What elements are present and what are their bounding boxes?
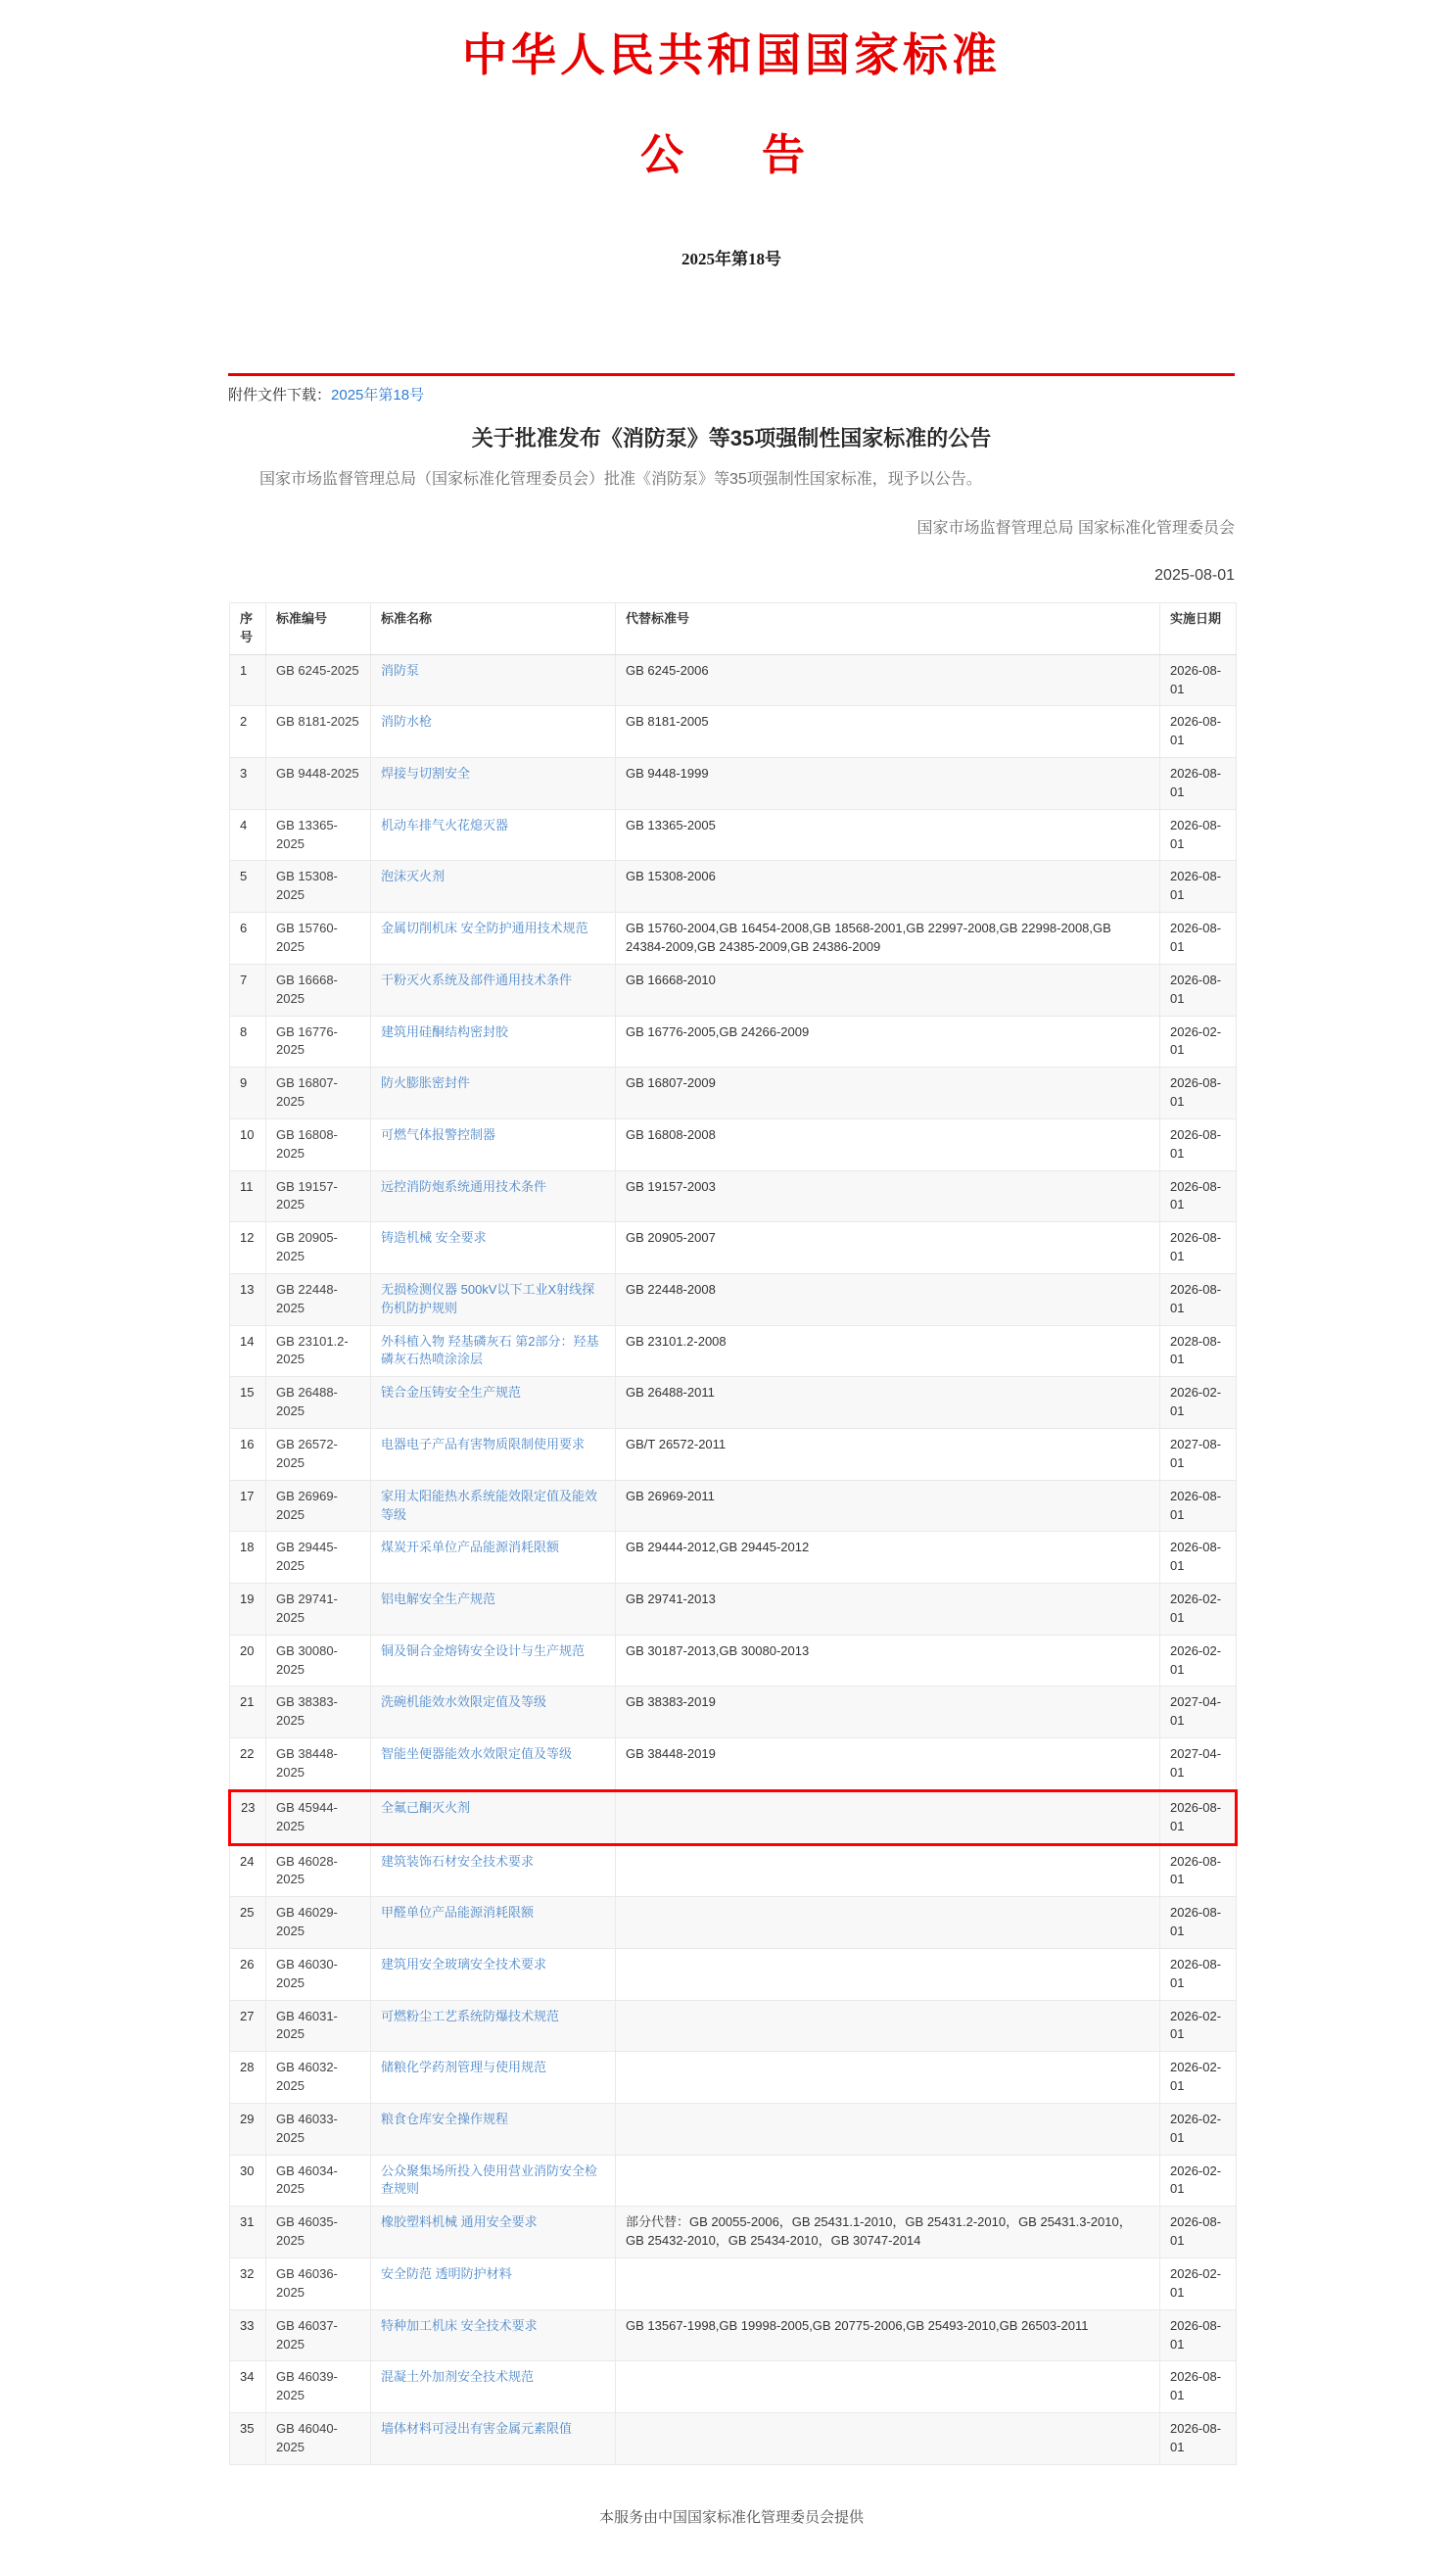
standard-name-cell <box>371 1738 616 1791</box>
standard-name-link[interactable]: 无损检测仪器 500kV以下工业X射线探伤机防护规则 <box>381 1281 595 1315</box>
table-row <box>230 1897 1237 1949</box>
implementation-date-cell: 2026-08-01 <box>1160 964 1237 1016</box>
standard-code-cell: GB 6245-2025 <box>266 654 371 706</box>
replaced-standards-cell: GB 16808-2008 <box>616 1118 1160 1170</box>
standard-code-cell: GB 23101.2-2025 <box>266 1325 371 1377</box>
implementation-date-cell: 2026-02-01 <box>1160 1377 1237 1429</box>
standard-code-cell: GB 46028-2025 <box>266 1844 371 1897</box>
implementation-date-cell: 2026-08-01 <box>1160 1948 1237 2000</box>
table-row <box>230 654 1237 706</box>
table-row <box>230 1635 1237 1687</box>
standard-code-cell: GB 20905-2025 <box>266 1222 371 1274</box>
standard-code-cell: GB 46033-2025 <box>266 2103 371 2155</box>
table-row <box>230 1429 1237 1481</box>
row-index-cell: 3 <box>230 758 266 810</box>
page-content <box>228 0 1235 2566</box>
replaced-standards-cell: GB 8181-2005 <box>616 706 1160 758</box>
implementation-date-cell: 2026-02-01 <box>1160 2000 1237 2052</box>
standard-name-link[interactable]: 镁合金压铸安全生产规范 <box>381 1385 522 1401</box>
implementation-date-cell: 2026-08-01 <box>1160 809 1237 861</box>
standard-name-cell <box>371 1429 616 1481</box>
announcement-title: 关于批准发布《消防泵》等35项强制性国家标准的公告 <box>471 426 992 451</box>
implementation-date-cell: 2027-04-01 <box>1160 1738 1237 1791</box>
standard-name-link[interactable]: 粮食仓库安全操作规程 <box>381 2111 509 2126</box>
replaced-standards-cell: GB 20905-2007 <box>616 1222 1160 1274</box>
table-row <box>230 1273 1237 1325</box>
replaced-standards-cell <box>616 2258 1160 2310</box>
standard-name-cell <box>371 2258 616 2310</box>
standard-code-cell: GB 26969-2025 <box>266 1480 371 1532</box>
implementation-date-cell: 2026-02-01 <box>1160 2258 1237 2310</box>
table-row <box>230 1480 1237 1532</box>
standard-name-link[interactable]: 远控消防炮系统通用技术条件 <box>381 1178 547 1194</box>
replaced-standards-cell: GB 19157-2003 <box>616 1170 1160 1222</box>
implementation-date-cell: 2026-08-01 <box>1160 1532 1237 1584</box>
attachment-row <box>228 384 1235 404</box>
implementation-date-cell: 2026-08-01 <box>1160 1480 1237 1532</box>
column-header: 序号 <box>230 603 266 655</box>
standard-name-link[interactable]: 干粉灭火系统及部件通用技术条件 <box>381 972 573 987</box>
standard-code-cell: GB 46036-2025 <box>266 2258 371 2310</box>
standard-name-link[interactable]: 公众聚集场所投入使用营业消防安全检查规则 <box>381 2162 598 2197</box>
replaced-standards-cell: GB 29444-2012,GB 29445-2012 <box>616 1532 1160 1584</box>
standard-code-cell: GB 15760-2025 <box>266 913 371 965</box>
standard-name-link[interactable]: 铸造机械 安全要求 <box>381 1230 487 1246</box>
row-index-cell: 16 <box>230 1429 266 1481</box>
row-index-cell: 29 <box>230 2103 266 2155</box>
standard-code-cell: GB 46039-2025 <box>266 2361 371 2413</box>
table-row <box>230 1016 1237 1068</box>
table-row <box>230 809 1237 861</box>
standards-table <box>228 602 1238 2465</box>
standard-name-link[interactable]: 甲醛单位产品能源消耗限额 <box>381 1905 535 1921</box>
standard-name-cell <box>371 1790 616 1844</box>
standard-name-cell <box>371 1584 616 1636</box>
standard-name-link[interactable]: 建筑用安全玻璃安全技术要求 <box>381 1956 547 1972</box>
table-row <box>230 1948 1237 2000</box>
standard-name-cell <box>371 758 616 810</box>
table-row <box>230 913 1237 965</box>
table-row <box>230 861 1237 913</box>
standard-name-cell <box>371 2361 616 2413</box>
standard-name-link[interactable]: 金属切削机床 安全防护通用技术规范 <box>381 921 588 936</box>
implementation-date-cell: 2026-02-01 <box>1160 2103 1237 2155</box>
highlighted-table-row <box>230 1790 1237 1844</box>
table-row <box>230 1325 1237 1377</box>
red-divider <box>228 373 1235 376</box>
replaced-standards-cell: GB 22448-2008 <box>616 1273 1160 1325</box>
standard-name-link[interactable]: 电器电子产品有害物质限制使用要求 <box>381 1437 586 1451</box>
table-row <box>230 2103 1237 2155</box>
standard-name-cell <box>371 964 616 1016</box>
announcement-body: 国家市场监督管理总局（国家标准化管理委员会）批准《消防泵》等35项强制性国家标准，现予以公告。 <box>259 471 982 488</box>
standard-code-cell: GB 16776-2025 <box>266 1016 371 1068</box>
attachment-label: 附件文件下载： <box>228 387 332 404</box>
row-index-cell: 35 <box>230 2413 266 2465</box>
replaced-standards-cell <box>616 2052 1160 2104</box>
standard-name-link[interactable]: 机动车排气火花熄灭器 <box>381 817 509 832</box>
standard-code-cell: GB 16807-2025 <box>266 1068 371 1119</box>
table-row <box>230 2155 1237 2207</box>
row-index-cell: 13 <box>230 1273 266 1325</box>
implementation-date-cell: 2026-02-01 <box>1160 1016 1237 1068</box>
implementation-date-cell: 2026-08-01 <box>1160 2207 1237 2258</box>
row-index-cell: 31 <box>230 2207 266 2258</box>
standard-name-cell <box>371 1016 616 1068</box>
replaced-standards-cell: GB 9448-1999 <box>616 758 1160 810</box>
replaced-standards-cell: GB 15308-2006 <box>616 861 1160 913</box>
standards-table-body <box>230 654 1237 2464</box>
publish-date: 2025-08-01 <box>1154 567 1235 584</box>
row-index-cell: 12 <box>230 1222 266 1274</box>
standard-name-cell <box>371 1170 616 1222</box>
standard-code-cell: GB 29741-2025 <box>266 1584 371 1636</box>
implementation-date-cell: 2026-08-01 <box>1160 758 1237 810</box>
replaced-standards-cell <box>616 1790 1160 1844</box>
standard-name-link[interactable]: 焊接与切割安全 <box>381 766 471 782</box>
standard-code-cell: GB 46035-2025 <box>266 2207 371 2258</box>
standard-code-cell: GB 19157-2025 <box>266 1170 371 1222</box>
row-index-cell: 19 <box>230 1584 266 1636</box>
column-header: 标准名称 <box>371 603 616 655</box>
standard-name-cell <box>371 913 616 965</box>
row-index-cell: 28 <box>230 2052 266 2104</box>
replaced-standards-cell: GB 38448-2019 <box>616 1738 1160 1791</box>
table-row <box>230 1118 1237 1170</box>
page-subtitle: 公 告 <box>640 131 822 179</box>
implementation-date-cell: 2026-02-01 <box>1160 2052 1237 2104</box>
standard-name-link[interactable]: 橡胶塑料机械 通用安全要求 <box>381 2214 538 2230</box>
standard-name-cell <box>371 706 616 758</box>
standard-name-link[interactable]: 泡沫灭火剂 <box>381 869 446 884</box>
standard-name-cell <box>371 1897 616 1949</box>
standard-name-cell <box>371 2309 616 2361</box>
implementation-date-cell: 2026-08-01 <box>1160 2361 1237 2413</box>
row-index-cell: 22 <box>230 1738 266 1791</box>
standard-name-cell <box>371 1273 616 1325</box>
table-row <box>230 2258 1237 2310</box>
standard-name-cell <box>371 1480 616 1532</box>
standard-code-cell: GB 46040-2025 <box>266 2413 371 2465</box>
column-header: 实施日期 <box>1160 603 1237 655</box>
standard-code-cell: GB 45944-2025 <box>266 1790 371 1844</box>
replaced-standards-cell: 部分代替：GB 20055-2006，GB 25431.1-2010，GB 25431.2-2010，GB 25431.3-2010，GB 25432-2010，GB 25434-2010，GB 30747-2014 <box>616 2207 1160 2258</box>
standard-code-cell: GB 26572-2025 <box>266 1429 371 1481</box>
standard-name-cell <box>371 1948 616 2000</box>
implementation-date-cell: 2026-08-01 <box>1160 654 1237 706</box>
standard-code-cell: GB 9448-2025 <box>266 758 371 810</box>
table-row <box>230 2309 1237 2361</box>
implementation-date-cell: 2026-08-01 <box>1160 2309 1237 2361</box>
table-header-row <box>230 603 1237 655</box>
row-index-cell: 20 <box>230 1635 266 1687</box>
standard-name-link[interactable]: 特种加工机床 安全技术要求 <box>381 2317 538 2333</box>
standard-name-link[interactable]: 煤炭开采单位产品能源消耗限额 <box>381 1540 560 1555</box>
row-index-cell: 4 <box>230 809 266 861</box>
standard-code-cell: GB 22448-2025 <box>266 1273 371 1325</box>
replaced-standards-cell: GB 15760-2004,GB 16454-2008,GB 18568-2001,GB 22997-2008,GB 22998-2008,GB 24384-2009,GB 24385-2009,GB 24386-2009 <box>616 913 1160 965</box>
standard-name-cell <box>371 2207 616 2258</box>
replaced-standards-cell: GB 23101.2-2008 <box>616 1325 1160 1377</box>
replaced-standards-cell <box>616 1948 1160 2000</box>
standard-name-link[interactable]: 外科植入物 羟基磷灰石 第2部分：羟基磷灰石热喷涂涂层 <box>381 1333 599 1367</box>
standard-name-cell <box>371 2103 616 2155</box>
replaced-standards-cell: GB 6245-2006 <box>616 654 1160 706</box>
replaced-standards-cell: GB 13365-2005 <box>616 809 1160 861</box>
standard-name-cell <box>371 1844 616 1897</box>
implementation-date-cell: 2026-02-01 <box>1160 2155 1237 2207</box>
replaced-standards-cell <box>616 2413 1160 2465</box>
row-index-cell: 14 <box>230 1325 266 1377</box>
standard-name-cell <box>371 2155 616 2207</box>
standard-name-cell <box>371 861 616 913</box>
standard-name-cell <box>371 2413 616 2465</box>
row-index-cell: 27 <box>230 2000 266 2052</box>
table-row <box>230 1584 1237 1636</box>
row-index-cell: 5 <box>230 861 266 913</box>
row-index-cell: 1 <box>230 654 266 706</box>
table-row <box>230 706 1237 758</box>
attachment-download-link[interactable]: 2025年第18号 <box>331 387 425 404</box>
table-row <box>230 2207 1237 2258</box>
row-index-cell: 26 <box>230 1948 266 2000</box>
table-row <box>230 1532 1237 1584</box>
replaced-standards-cell: GB 26488-2011 <box>616 1377 1160 1429</box>
standard-code-cell: GB 16808-2025 <box>266 1118 371 1170</box>
implementation-date-cell: 2027-08-01 <box>1160 1429 1237 1481</box>
standard-code-cell: GB 29445-2025 <box>266 1532 371 1584</box>
implementation-date-cell: 2026-08-01 <box>1160 1844 1237 1897</box>
implementation-date-cell: 2026-08-01 <box>1160 1790 1237 1844</box>
table-row <box>230 1687 1237 1738</box>
row-index-cell: 15 <box>230 1377 266 1429</box>
replaced-standards-cell: GB 16807-2009 <box>616 1068 1160 1119</box>
standard-code-cell: GB 16668-2025 <box>266 964 371 1016</box>
implementation-date-cell: 2028-08-01 <box>1160 1325 1237 1377</box>
standard-name-cell <box>371 1325 616 1377</box>
standard-name-link[interactable]: 安全防范 透明防护材料 <box>381 2266 512 2281</box>
standard-code-cell: GB 13365-2025 <box>266 809 371 861</box>
standard-code-cell: GB 26488-2025 <box>266 1377 371 1429</box>
standard-name-cell <box>371 1118 616 1170</box>
standard-name-cell <box>371 654 616 706</box>
row-index-cell: 9 <box>230 1068 266 1119</box>
page-footer: 本服务由中国国家标准化管理委员会提供 <box>598 2508 864 2526</box>
standard-name-link[interactable]: 可燃粉尘工艺系统防爆技术规范 <box>381 2008 560 2023</box>
column-header: 代替标准号 <box>616 603 1160 655</box>
implementation-date-cell: 2026-08-01 <box>1160 1068 1237 1119</box>
replaced-standards-cell: GB 30187-2013,GB 30080-2013 <box>616 1635 1160 1687</box>
implementation-date-cell: 2026-08-01 <box>1160 1170 1237 1222</box>
standard-name-link[interactable]: 铜及铜合金熔铸安全设计与生产规范 <box>381 1642 586 1658</box>
standard-name-cell <box>371 809 616 861</box>
standard-name-link[interactable]: 消防泵 <box>381 662 420 678</box>
implementation-date-cell: 2026-08-01 <box>1160 2413 1237 2465</box>
standard-name-link[interactable]: 墙体材料可浸出有害金属元素限值 <box>381 2421 573 2437</box>
replaced-standards-cell: GB 29741-2013 <box>616 1584 1160 1636</box>
implementation-date-cell: 2026-08-01 <box>1160 1118 1237 1170</box>
table-row <box>230 1377 1237 1429</box>
standard-code-cell: GB 38383-2025 <box>266 1687 371 1738</box>
standard-code-cell: GB 46034-2025 <box>266 2155 371 2207</box>
table-row <box>230 1170 1237 1222</box>
row-index-cell: 30 <box>230 2155 266 2207</box>
standard-name-cell <box>371 1687 616 1738</box>
implementation-date-cell: 2026-08-01 <box>1160 1273 1237 1325</box>
replaced-standards-cell <box>616 2000 1160 2052</box>
table-row <box>230 2361 1237 2413</box>
standard-code-cell: GB 38448-2025 <box>266 1738 371 1791</box>
standard-code-cell: GB 46030-2025 <box>266 1948 371 2000</box>
implementation-date-cell: 2026-02-01 <box>1160 1584 1237 1636</box>
table-row <box>230 1068 1237 1119</box>
standard-name-link[interactable]: 混凝土外加剂安全技术规范 <box>381 2369 535 2385</box>
standard-name-cell <box>371 2052 616 2104</box>
standard-name-link[interactable]: 洗碗机能效水效限定值及等级 <box>381 1694 547 1710</box>
implementation-date-cell: 2026-08-01 <box>1160 1897 1237 1949</box>
standard-code-cell: GB 46032-2025 <box>266 2052 371 2104</box>
row-index-cell: 23 <box>230 1790 266 1844</box>
standard-code-cell: GB 46029-2025 <box>266 1897 371 1949</box>
replaced-standards-cell <box>616 2361 1160 2413</box>
table-row <box>230 1222 1237 1274</box>
standard-code-cell: GB 46037-2025 <box>266 2309 371 2361</box>
standard-name-link[interactable]: 全氟己酮灭火剂 <box>381 1799 471 1815</box>
row-index-cell: 32 <box>230 2258 266 2310</box>
row-index-cell: 33 <box>230 2309 266 2361</box>
replaced-standards-cell: GB/T 26572-2011 <box>616 1429 1160 1481</box>
replaced-standards-cell: GB 26969-2011 <box>616 1480 1160 1532</box>
standard-name-link[interactable]: 铝电解安全生产规范 <box>381 1592 496 1607</box>
row-index-cell: 10 <box>230 1118 266 1170</box>
standard-name-link[interactable]: 建筑用硅酮结构密封胶 <box>381 1023 509 1039</box>
table-row <box>230 1738 1237 1791</box>
implementation-date-cell: 2026-08-01 <box>1160 706 1237 758</box>
row-index-cell: 21 <box>230 1687 266 1738</box>
row-index-cell: 24 <box>230 1844 266 1897</box>
table-row <box>230 758 1237 810</box>
row-index-cell: 18 <box>230 1532 266 1584</box>
replaced-standards-cell: GB 38383-2019 <box>616 1687 1160 1738</box>
replaced-standards-cell <box>616 1844 1160 1897</box>
standard-name-cell <box>371 1532 616 1584</box>
replaced-standards-cell: GB 16776-2005,GB 24266-2009 <box>616 1016 1160 1068</box>
row-index-cell: 6 <box>230 913 266 965</box>
column-header: 标准编号 <box>266 603 371 655</box>
standard-code-cell: GB 46031-2025 <box>266 2000 371 2052</box>
implementation-date-cell: 2026-02-01 <box>1160 1635 1237 1687</box>
implementation-date-cell: 2026-08-01 <box>1160 913 1237 965</box>
standard-name-link[interactable]: 可燃气体报警控制器 <box>381 1126 496 1142</box>
standard-name-cell <box>371 1222 616 1274</box>
standard-name-link[interactable]: 建筑装饰石材安全技术要求 <box>381 1853 535 1869</box>
issuing-authority: 国家市场监督管理总局 国家标准化管理委员会 <box>916 520 1235 537</box>
table-row <box>230 2000 1237 2052</box>
implementation-date-cell: 2027-04-01 <box>1160 1687 1237 1738</box>
standard-name-link[interactable]: 消防水枪 <box>381 714 433 730</box>
replaced-standards-cell <box>616 2155 1160 2207</box>
row-index-cell: 2 <box>230 706 266 758</box>
standard-code-cell: GB 15308-2025 <box>266 861 371 913</box>
replaced-standards-cell: GB 13567-1998,GB 19998-2005,GB 20775-2006,GB 25493-2010,GB 26503-2011 <box>616 2309 1160 2361</box>
standard-code-cell: GB 30080-2025 <box>266 1635 371 1687</box>
implementation-date-cell: 2026-08-01 <box>1160 861 1237 913</box>
replaced-standards-cell <box>616 2103 1160 2155</box>
row-index-cell: 11 <box>230 1170 266 1222</box>
standard-name-cell <box>371 1068 616 1119</box>
replaced-standards-cell: GB 16668-2010 <box>616 964 1160 1016</box>
row-index-cell: 25 <box>230 1897 266 1949</box>
replaced-standards-cell <box>616 1897 1160 1949</box>
standard-name-link[interactable]: 防火膨胀密封件 <box>381 1075 471 1091</box>
implementation-date-cell: 2026-08-01 <box>1160 1222 1237 1274</box>
page-title: 中华人民共和国国家标准 <box>462 30 1001 80</box>
standard-name-cell <box>371 2000 616 2052</box>
table-row <box>230 2052 1237 2104</box>
table-row <box>230 964 1237 1016</box>
standard-name-link[interactable]: 家用太阳能热水系统能效限定值及能效等级 <box>381 1488 598 1522</box>
standard-name-link[interactable]: 储粮化学药剂管理与使用规范 <box>381 2060 547 2075</box>
standard-name-link[interactable]: 智能坐便器能效水效限定值及等级 <box>381 1746 573 1762</box>
standard-name-cell <box>371 1377 616 1429</box>
standard-name-cell <box>371 1635 616 1687</box>
table-row <box>230 2413 1237 2465</box>
standard-code-cell: GB 8181-2025 <box>266 706 371 758</box>
row-index-cell: 8 <box>230 1016 266 1068</box>
row-index-cell: 17 <box>230 1480 266 1532</box>
row-index-cell: 7 <box>230 964 266 1016</box>
table-row <box>230 1844 1237 1897</box>
row-index-cell: 34 <box>230 2361 266 2413</box>
issue-number: 2025年第18号 <box>681 250 781 268</box>
